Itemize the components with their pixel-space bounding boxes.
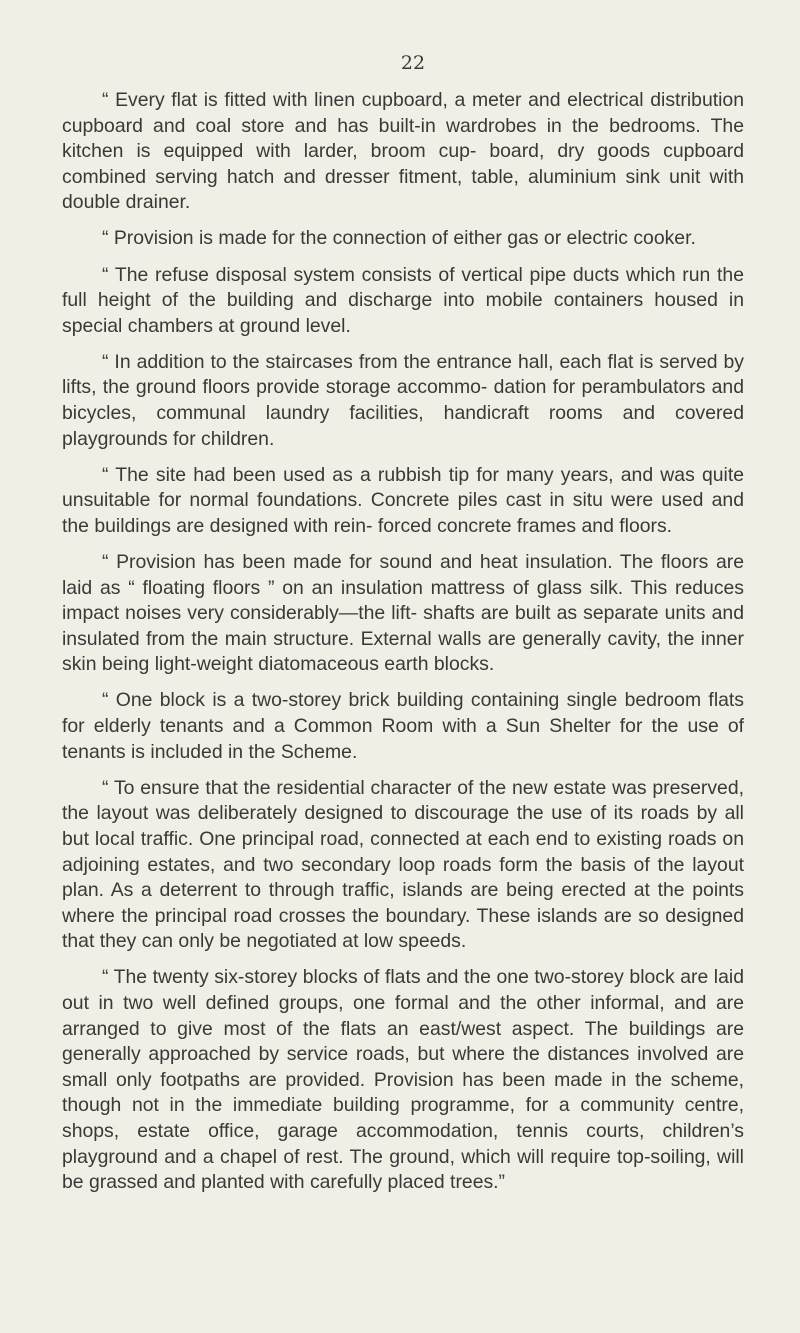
body-text [62, 88, 744, 1196]
paragraph-blocks-arrangement: “ The twenty six-storey blocks of flats and the one two-storey block are laid out in two well defined groups, one formal and the other informal, and are arranged to give most of the flats an east/west aspect. The buildings are generally approached by service roads, but where the distances involved are small only footpaths are provided. Provision has been made in the scheme, though not in the immediate building programme, for a community centre, shops, estate office, garage accommodation, tennis courts, children’s playground and a chapel of rest. The ground, which will require top-soiling, will be grassed and planted with carefully placed trees.” [62, 966, 744, 1194]
paragraph-refuse-disposal: “ The refuse disposal system consists of vertical pipe ducts which run the full height of the building and discharge into mobile containers housed in special chambers at ground level. [62, 263, 744, 337]
paragraph-two-storey-block: “ One block is a two-storey brick building containing single bedroom flats for elderly tenants and a Common Room with a Sun Shelter for the use of tenants is included in the Scheme. [62, 689, 744, 763]
paragraph-cooker-provision: “ Provision is made for the connection of either gas or electric cooker. [102, 227, 696, 250]
paragraph-site-foundations: “ The site had been used as a rubbish tip for many years, and was quite unsuitable for normal foundations. Concrete piles cast in situ were used and the buildings are designed with rein- forced concrete frames and floors. [62, 463, 744, 537]
paragraph-lifts-storage: “ In addition to the staircases from the entrance hall, each flat is served by lifts, the ground floors provide storage accommo- dation for perambulators and bicycles, communal laundry facilities, handicraft rooms and covered playgrounds for children. [62, 350, 744, 450]
paragraph-insulation: “ Provision has been made for sound and heat insulation. The floors are laid as “ floating floors ” on an insulation mattress of glass silk. This reduces impact noises very considerably—the lift- shafts are built as separate units and insulated from the main structure. External walls are generally cavity, the inner skin being light-weight diatomaceous earth blocks. [62, 551, 744, 676]
paragraph-flat-fittings: “ Every flat is fitted with linen cupboard, a meter and electrical distribution cupboard and coal store and has built-in wardrobes in the bedrooms. The kitchen is equipped with larder, broom cup- board, dry goods cupboard combined serving hatch and dresser fitment, table, aluminium sink unit with double drainer. [62, 89, 744, 214]
paragraph-road-layout: “ To ensure that the residential character of the new estate was preserved, the layout was deliberately designed to discourage the use of its roads by all but local traffic. One principal road, connected at each end to existing roads on adjoining estates, and two secondary loop roads form the basis of the layout plan. As a deterrent to through traffic, islands are being erected at the points where the principal road crosses the boundary. These islands are so designed that they can only be negotiated at low speeds. [62, 776, 744, 953]
page-number: 22 [400, 52, 426, 74]
